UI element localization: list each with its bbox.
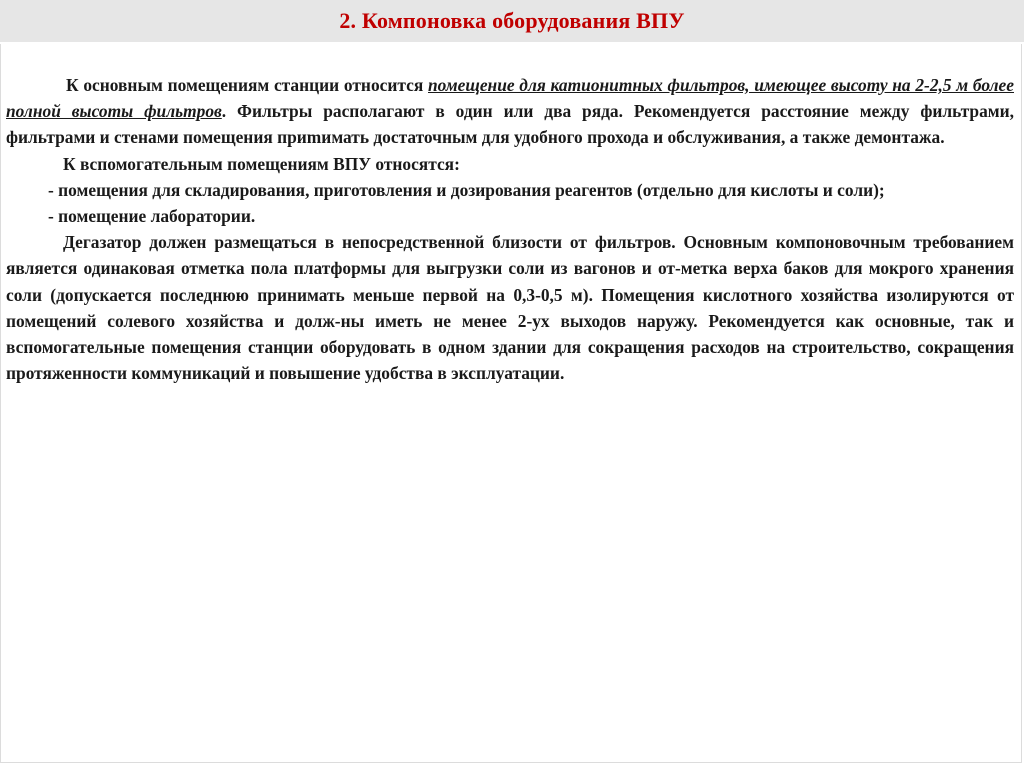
paragraph-main-rooms [6, 72, 1014, 151]
paragraph-degasser: Дегазатор должен размещаться в непосредственной близости от фильтров. Основным компоновочным требованием является одинаковая отметка пола платформы для выгрузки соли из вагонов и от-метка верха баков для мокрого хранения соли (допускается последнюю принимать меньше первой на 0,3-0,5 м). Помещения кислотного хозяйства изолируются от помещений солевого хозяйства и долж-ны иметь не менее 2-ух выходов наружу. Рекомендуется как основные, так и вспомогательные помещения станции оборудовать в одном здании для сокращения расходов на строительство, сокращения протяженности коммуникаций и повышение удобства в эксплуатации. [6, 232, 1014, 384]
paragraph-main-rooms-lead: К основным помещениям станции относится [66, 75, 428, 95]
paragraph-auxiliary-rooms: К вспомогательным помещениям ВПУ относятся: [63, 153, 460, 174]
slide-title: 2. Компоновка оборудования ВПУ [339, 8, 685, 33]
body-text [6, 72, 1014, 386]
list-item-laboratory: - помещение лаборатории. [48, 206, 256, 227]
paragraph-main-rooms-rest: . Фильтры располагают в один или два ряда. Рекомендуется расстояние между фильтрами, фильтрами и стенами помещения приmимать достаточным для удобного прохода и обслуживания, а также демонтажа. [6, 101, 1015, 148]
list-item-reagents: - помещения для складирования, приготовления и дозирования реагентов (отдельно для кислоты и соли); [48, 179, 885, 200]
highlighted-requirement: помещение для катионитных фильтров, имеющее высоту на 2-2,5 м более полной высоты фильтров [6, 75, 1014, 122]
title-bar [0, 0, 1024, 42]
